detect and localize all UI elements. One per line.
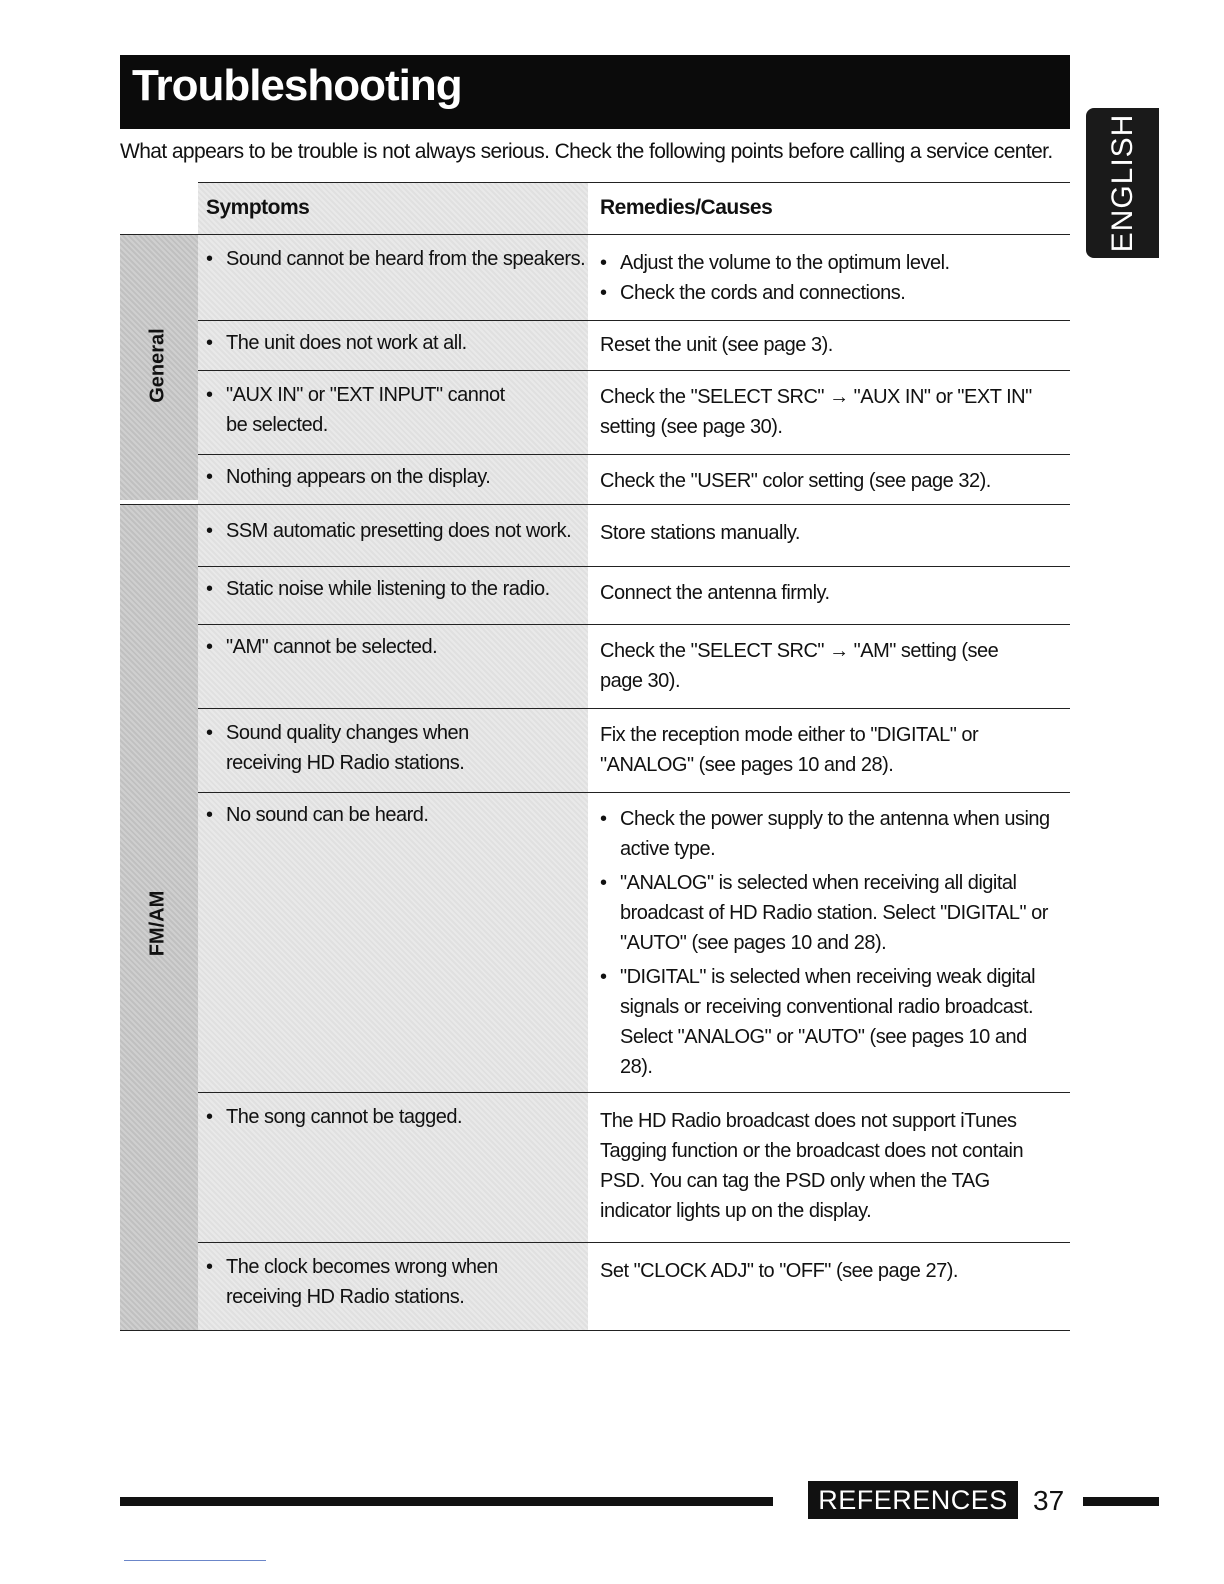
remedy-cell: [600, 382, 1060, 442]
remedy-cell: [600, 804, 1050, 1082]
remedy-text: Store stations manually.: [600, 522, 800, 544]
symptom-text: • Nothing appears on the display.: [206, 462, 586, 492]
symptom-text: • Sound quality changes when receiving HD Radio stations.: [206, 718, 546, 778]
symptom-text: • No sound can be heard.: [206, 800, 586, 830]
remedy-text: • Check the power supply to the antenna when using active type.: [600, 804, 1050, 864]
row-rule: [198, 624, 1070, 625]
header-top-rule: [198, 182, 1070, 183]
footer-rule-right: [1083, 1497, 1159, 1506]
section-label: REFERENCES: [808, 1481, 1018, 1519]
remedy-cell: [600, 248, 1060, 308]
language-tab-label: ENGLISH: [1105, 113, 1139, 253]
troubleshooting-table: [120, 182, 1070, 1330]
row-rule: [198, 708, 1070, 709]
footer-rule-left: [120, 1497, 773, 1506]
remedy-cell: [600, 636, 1030, 696]
remedy-text: Check the "SELECT SRC" → "AM" setting (see page 30).: [600, 640, 999, 692]
remedy-cell: [600, 1256, 1060, 1286]
category-general-label: General: [146, 328, 169, 403]
remedy-text: Reset the unit (see page 3).: [600, 334, 833, 356]
language-tab: [1086, 108, 1159, 258]
symptom-text: • Sound cannot be heard from the speakers.: [206, 244, 586, 274]
symptom-cell: [206, 574, 586, 604]
remedy-cell: [600, 1106, 1060, 1226]
symptom-cell: [206, 516, 586, 546]
symptom-cell: [206, 380, 506, 440]
category-rule: [120, 504, 1070, 505]
symptom-cell: [206, 800, 586, 830]
remedy-text: • "DIGITAL" is selected when receiving weak digital signals or receiving conventional radio broadcast. Select "ANALOG" or "AUTO" (see pages 10 and 28).: [600, 962, 1050, 1082]
symptom-text: • "AUX IN" or "EXT INPUT" cannot be selected.: [206, 380, 506, 440]
table-bottom-rule: [120, 1330, 1070, 1331]
symptom-cell: [206, 462, 586, 492]
symptoms-header: Symptoms: [206, 196, 310, 219]
row-rule: [198, 454, 1070, 455]
symptom-text: • The song cannot be tagged.: [206, 1102, 586, 1132]
symptom-text: • The clock becomes wrong when receiving HD Radio stations.: [206, 1252, 576, 1312]
symptom-cell: [206, 632, 586, 662]
remedy-text: • Check the cords and connections.: [600, 278, 1060, 308]
symptom-text: • Static noise while listening to the radio.: [206, 574, 586, 604]
remedy-text: Set "CLOCK ADJ" to "OFF" (see page 27).: [600, 1260, 958, 1282]
remedy-text: Check the "USER" color setting (see page 32).: [600, 470, 991, 492]
symptom-cell: [206, 328, 586, 358]
header-bottom-rule: [120, 234, 1070, 235]
row-rule: [198, 566, 1070, 567]
symptom-cell: [206, 244, 586, 274]
intro-text: What appears to be trouble is not always serious. Check the following points before calling a service center.: [120, 140, 1053, 163]
scan-artifact-line: [124, 1560, 266, 1561]
symptom-cell: [206, 1102, 586, 1132]
remedy-cell: [600, 330, 1060, 360]
symptom-cell: [206, 718, 546, 778]
title-bar: [120, 55, 1070, 129]
row-rule: [198, 1242, 1070, 1243]
symptom-text: • "AM" cannot be selected.: [206, 632, 586, 662]
symptom-cell: [206, 1252, 576, 1312]
remedy-text: • "ANALOG" is selected when receiving all digital broadcast of HD Radio station. Select "DIGITAL" or "AUTO" (see pages 10 and 28).: [600, 868, 1050, 958]
remedy-text: • Adjust the volume to the optimum level.: [600, 248, 1060, 278]
page-number: 37: [1033, 1485, 1065, 1516]
remedy-text: Check the "SELECT SRC" → "AUX IN" or "EXT IN" setting (see page 30).: [600, 386, 1032, 438]
row-rule: [198, 320, 1070, 321]
remedy-text: Connect the antenna firmly.: [600, 582, 830, 604]
remedies-header: Remedies/Causes: [600, 196, 773, 219]
remedy-cell: [600, 466, 1060, 496]
remedy-cell: [600, 578, 1060, 608]
row-rule: [198, 370, 1070, 371]
row-rule: [198, 792, 1070, 793]
remedy-text: The HD Radio broadcast does not support iTunes Tagging function or the broadcast does not contain PSD. You can tag the PSD only when the TAG indicator lights up on the display.: [600, 1110, 1024, 1222]
symptom-text: • The unit does not work at all.: [206, 328, 586, 358]
page-title: Troubleshooting: [132, 61, 462, 110]
category-fmam-label: FM/AM: [146, 890, 169, 957]
remedy-cell: [600, 518, 1060, 548]
remedy-text: Fix the reception mode either to "DIGITAL" or "ANALOG" (see pages 10 and 28).: [600, 724, 979, 776]
symptom-text: • SSM automatic presetting does not work.: [206, 516, 586, 546]
remedy-cell: [600, 720, 1000, 780]
row-rule: [198, 1092, 1070, 1093]
